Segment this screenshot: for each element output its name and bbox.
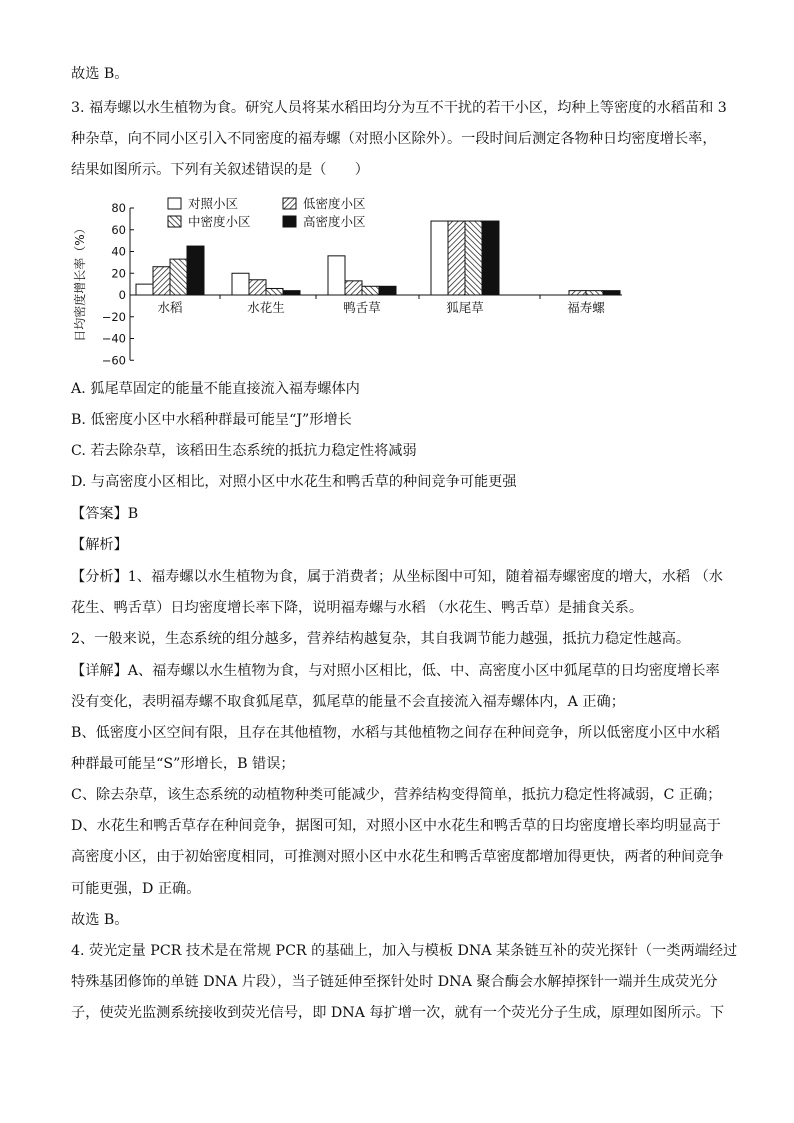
bar xyxy=(249,280,266,295)
y-tick-label: −40 xyxy=(101,331,126,346)
legend-label: 中密度小区 xyxy=(188,214,251,229)
x-category-label: 水花生 xyxy=(247,300,285,315)
option-a: A. 狐尾草固定的能量不能直接流入福寿螺体内 xyxy=(71,381,360,397)
bar xyxy=(136,284,153,295)
legend-label: 低密度小区 xyxy=(303,196,366,211)
legend-swatch xyxy=(283,198,296,209)
x-category-label: 福寿螺 xyxy=(567,300,605,315)
analysis-text: 【分析】1、福寿螺以水生植物为食，属于消费者；从坐标图中可知，随着福寿螺密度的增大，水稻 （水 xyxy=(71,569,723,585)
bar xyxy=(328,256,345,295)
bar xyxy=(465,221,482,295)
question-3-stem: 种杂草，向不同小区引入不同密度的福寿螺（对照小区除外）。一段时间后测定各物种日均密度增长率， xyxy=(71,131,717,147)
option-b: B. 低密度小区中水稻种群最可能呈“J”形增长 xyxy=(71,412,352,428)
answer-label: 【答案】B xyxy=(71,506,139,522)
y-tick-label: −60 xyxy=(101,353,126,368)
bar xyxy=(345,281,362,295)
bar xyxy=(431,221,448,295)
y-tick-label: 60 xyxy=(111,222,126,237)
legend-label: 对照小区 xyxy=(188,196,239,211)
question-3-stem: 结果如图所示。下列有关叙述错误的是（ ） xyxy=(71,162,369,178)
analysis-text: 高密度小区，由于初始密度相同，可推测对照小区中水花生和鸭舌草密度都增加得更快，两者的种间竞争 xyxy=(71,849,724,865)
legend-swatch xyxy=(168,216,181,227)
bar xyxy=(362,286,379,295)
legend-swatch xyxy=(168,198,181,209)
bar xyxy=(170,259,187,295)
y-tick-label: 40 xyxy=(111,244,126,259)
analysis-heading: 【解析】 xyxy=(71,537,128,553)
question-4-stem: 4. 荧光定量 PCR 技术是在常规 PCR 的基础上，加入与模板 DNA 某条链互补的荧光探针（一类两端经过 xyxy=(71,943,738,959)
bar xyxy=(379,286,396,295)
bar xyxy=(448,221,465,295)
bar xyxy=(153,267,170,295)
y-tick-label: 0 xyxy=(118,288,126,302)
legend-swatch xyxy=(283,216,296,227)
analysis-text: 没有变化，表明福寿螺不取食狐尾草，狐尾草的能量不会直接流入福寿螺体内，A 正确； xyxy=(71,694,625,710)
analysis-text: D、水花生和鸭舌草存在种间竞争，据图可知，对照小区中水花生和鸭舌草的日均密度增长率均明显高于 xyxy=(71,818,721,834)
option-c: C. 若去除杂草，该稻田生态系统的抵抗力稳定性将减弱 xyxy=(71,443,417,459)
bar xyxy=(586,291,603,295)
text-line: 故选 B。 xyxy=(71,912,129,928)
question-3-stem: 3. 福寿螺以水生植物为食。研究人员将某水稻田均分为互不干扰的若干小区，均种上等密度的水稻苗和 3 xyxy=(71,100,727,116)
analysis-text: C、除去杂草，该生态系统的动植物种类可能减少，营养结构变得简单，抵抗力稳定性将减弱，C 正确； xyxy=(71,787,722,803)
x-category-label: 狐尾草 xyxy=(446,300,484,315)
question-4-stem: 子，使荧光监测系统接收到荧光信号，即 DNA 每扩增一次，就有一个荧光分子生成，原理如图所示。下 xyxy=(71,1005,725,1021)
bar xyxy=(187,246,204,295)
bar xyxy=(569,291,586,295)
option-d: D. 与高密度小区相比，对照小区中水花生和鸭舌草的种间竞争可能更强 xyxy=(71,474,517,490)
y-tick-label: 20 xyxy=(111,266,126,281)
text-line: 故选 B。 xyxy=(71,66,129,82)
analysis-text: 【详解】A、福寿螺以水生植物为食，与对照小区相比，低、中、高密度小区中狐尾草的日均密度增长率 xyxy=(71,663,720,679)
bar-chart xyxy=(70,196,630,372)
bar xyxy=(283,291,300,295)
question-4-stem: 特殊基团修饰的单链 DNA 片段），当子链延伸至探针处时 DNA 聚合酶会水解掉探针一端并生成荧光分 xyxy=(71,974,718,990)
analysis-text: 种群最可能呈“S”形增长，B 错误； xyxy=(71,756,295,772)
bar xyxy=(266,288,283,295)
y-axis-label: 日均密度增长率（%） xyxy=(73,222,87,342)
analysis-text: 2、一般来说，生态系统的组分越多，营养结构越复杂，其自我调节能力越强，抵抗力稳定性越高。 xyxy=(71,631,691,647)
y-tick-label: 80 xyxy=(111,201,126,215)
x-category-label: 水稻 xyxy=(157,300,183,315)
analysis-text: B、低密度小区空间有限，且存在其他植物，水稻与其他植物之间存在种间竞争，所以低密度小区中水稻 xyxy=(71,725,720,741)
x-category-label: 鸭舌草 xyxy=(343,300,381,315)
legend-label: 高密度小区 xyxy=(303,214,366,229)
analysis-text: 可能更强，D 正确。 xyxy=(71,881,201,897)
bar xyxy=(232,273,249,295)
y-tick-label: −20 xyxy=(101,309,126,324)
bar xyxy=(482,221,499,295)
bar xyxy=(603,291,620,295)
analysis-text: 花生、鸭舌草）日均密度增长率下降，说明福寿螺与水稻 （水花生、鸭舌草）是捕食关系。 xyxy=(71,600,644,616)
